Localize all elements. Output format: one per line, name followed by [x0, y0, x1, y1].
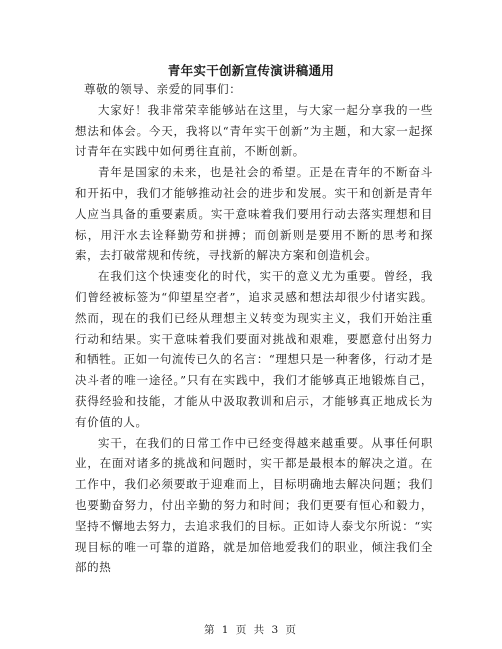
paragraph-1: 大家好！我非常荣幸能够站在这里，与大家一起分享我的一些想法和体会。今天，我将以“青年实干创新”为主题，和大家一起探讨青年在实践中如何勇往直前，不断创新。 [75, 102, 433, 159]
paragraph-2: 青年是国家的未来，也是社会的希望。正是在青年的不断奋斗和开拓中，我们才能够推动社会的进步和发展。实干和创新是青年人应当具备的重要素质。实干意味着我们要用行动去落实理想和目标，用汗水去诠释勤劳和拼搏；而创新则是要用不断的思考和探索，去打破常规和传统，寻找新的解决方案和创造机会。 [75, 165, 433, 263]
document-body [75, 79, 433, 578]
paragraph-4: 实干，在我们的日常工作中已经变得越来越重要。从事任何职业，在面对诸多的挑战和问题时，实干都是最根本的解决之道。在工作中，我们必须要敢于迎难而上，目标明确地去解决问题；我们也要勤奋努力，付出辛勤的努力和时间；我们更要有恒心和毅力，坚持不懈地去努力，去追求我们的目标。正如诗人泰戈尔所说：“实现目标的唯一可靠的道路，就是加倍地爱我们的职业，倾注我们全部的热 [75, 435, 433, 575]
salutation: 尊敬的领导、亲爱的同事们： [84, 82, 242, 96]
paragraph-3: 在我们这个快速变化的时代，实干的意义尤为重要。曾经，我们曾经被标签为“仰望星空者”，追求灵感和想法却很少付诸实践。然而，现在的我们已经从理想主义转变为现实主义，我们开始注重行动和结果。实干意味着我们要面对挑战和艰难，要愿意付出努力和牺牲。正如一句流传已久的名言：“理想只是一种奢侈，行动才是决斗者的唯一途径。”只有在实践中，我们才能够真正地锻炼自己，获得经验和技能，才能从中汲取教训和启示，才能够真正地成长为有价值的人。 [75, 269, 433, 429]
document-title: 青年实干创新宣传演讲稿通用 [167, 63, 335, 78]
page-number-footer: 第 1 页 共 3 页 [203, 624, 299, 636]
